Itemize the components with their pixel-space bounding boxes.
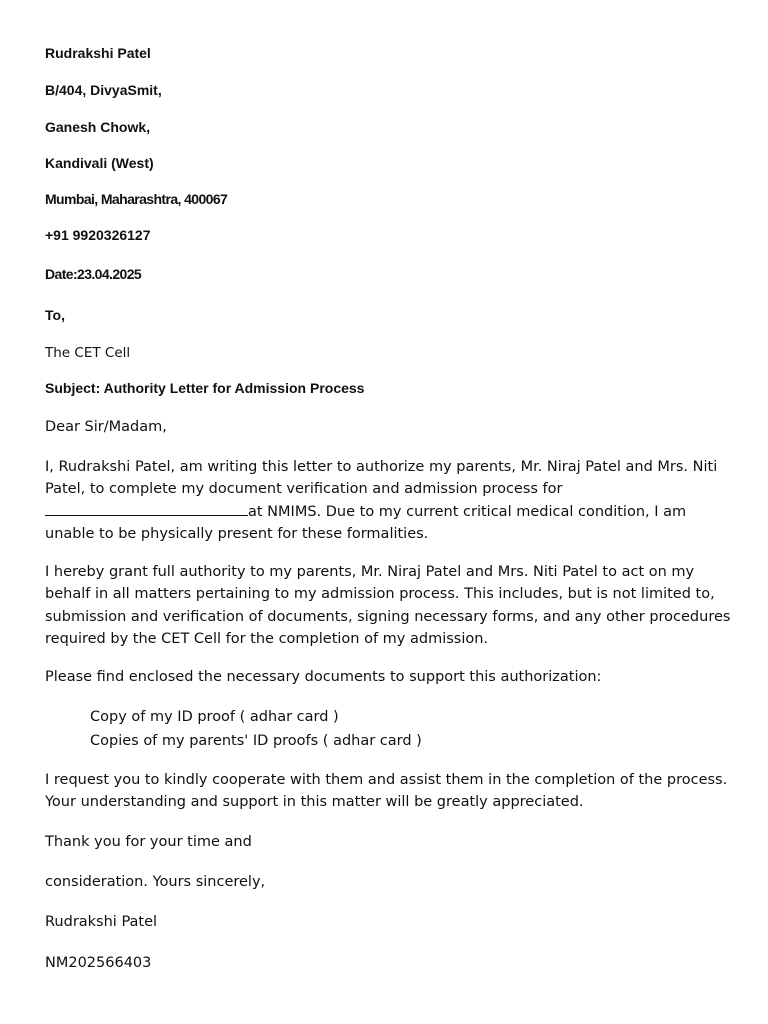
enclosure-intro: Please find enclosed the necessary documents to support this authorization: (45, 669, 602, 685)
paragraph-grant-authority: I hereby grant full authority to my parents, Mr. Niraj Patel and Mrs. Niti Patel to act on my behalf in all matters pertaining to my admission process. This includes, but is not limited to, submission and verification of documents, signing necessary forms, and any other procedures required by the CET Cell for the completion of my admission. (45, 564, 731, 647)
paragraph1-text-before-blank: I, Rudrakshi Patel, am writing this letter to authorize my parents, Mr. Niraj Patel and Mrs. Niti Patel, to complete my document verification and admission process for (45, 459, 718, 498)
closing-line2: consideration. Yours sincerely, (45, 874, 266, 890)
paragraph1-text-after-blank: at NMIMS. Due to my current critical medical condition, I am unable to be physically present for these formalities. (45, 503, 687, 542)
recipient: The CET Cell (45, 345, 131, 361)
sender-address-line3: Kandivali (West) (45, 155, 154, 171)
salutation-to: To, (45, 307, 65, 323)
greeting: Dear Sir/Madam, (45, 419, 167, 435)
sender-address-line2: Ganesh Chowk, (45, 119, 151, 135)
paragraph-request: I request you to kindly cooperate with them and assist them in the completion of the process. Your understanding and support in this matter will be greatly appreciated. (45, 772, 728, 811)
letter-date: Date:23.04.2025 (45, 266, 142, 282)
enclosure-item: Copy of my ID proof ( adhar card ) (90, 709, 339, 725)
sender-address-line1: B/404, DivyaSmit, (45, 82, 162, 98)
enclosure-item: Copies of my parents' ID proofs ( adhar card ) (90, 733, 422, 749)
closing-line1: Thank you for your time and (45, 834, 252, 850)
fill-in-blank (45, 501, 248, 516)
sender-name: Rudrakshi Patel (45, 45, 151, 61)
reference-id: NM202566403 (45, 955, 152, 971)
signature-name: Rudrakshi Patel (45, 914, 158, 930)
paragraph-authorization (45, 456, 735, 545)
sender-phone: +91 9920326127 (45, 227, 151, 243)
subject-line: Subject: Authority Letter for Admission Process (45, 380, 365, 396)
sender-city-line: Mumbai, Maharashtra, 400067 (45, 191, 228, 207)
